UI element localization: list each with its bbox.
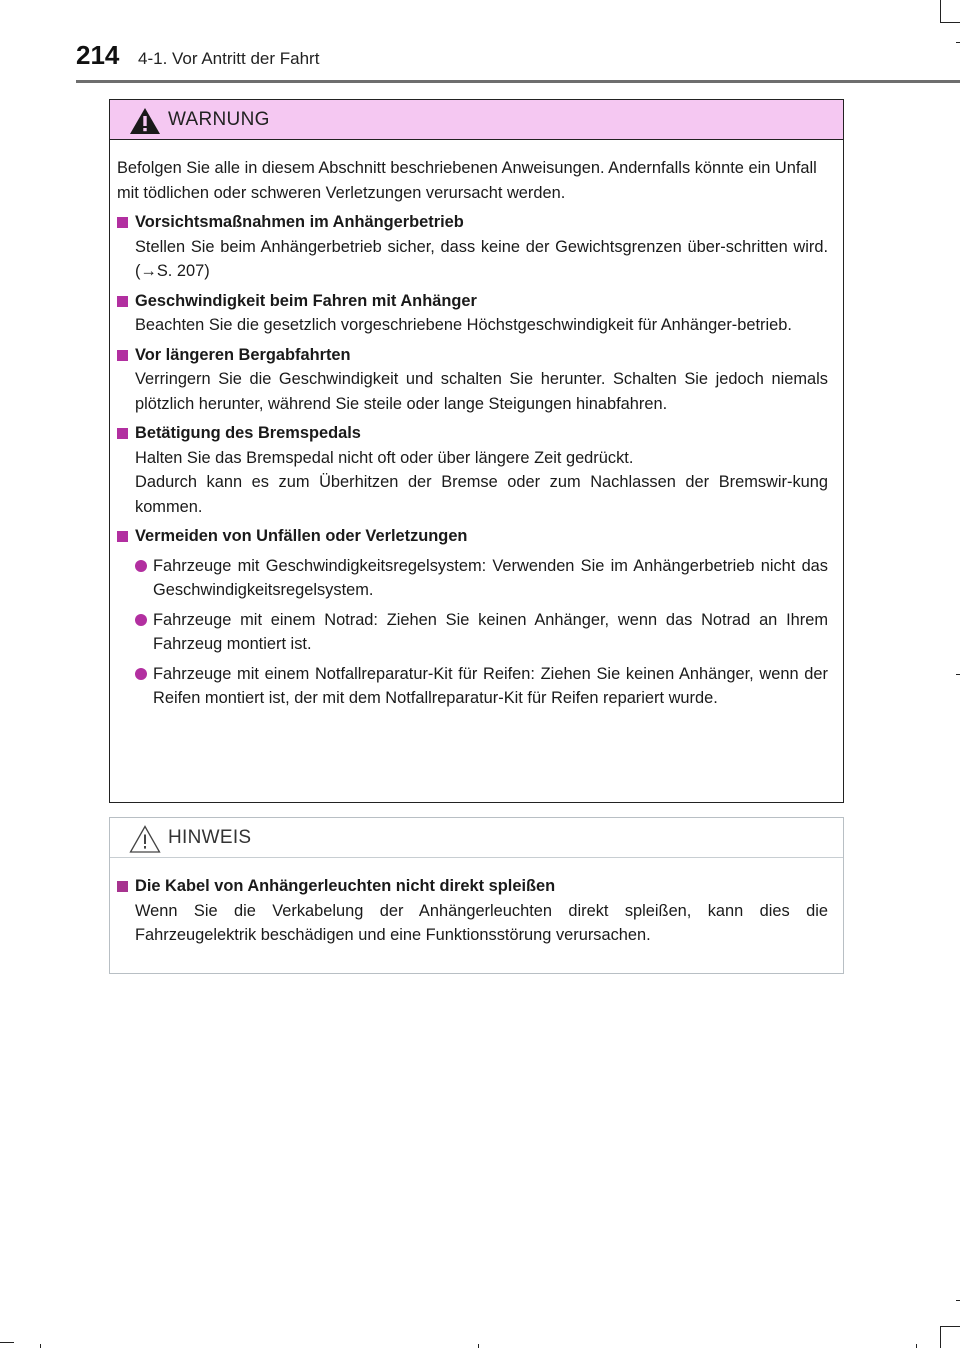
item-title: Die Kabel von Anhängerleuchten nicht direkt spleißen	[135, 877, 556, 895]
crop-mark	[40, 1344, 41, 1348]
warning-triangle-icon	[128, 106, 162, 136]
note-box	[109, 817, 844, 974]
crop-mark	[940, 1326, 941, 1348]
list-item: Fahrzeuge mit einem Notrad: Ziehen Sie keinen Anhänger, wenn das Notrad an Ihrem Fahrzeug montiert ist.	[135, 608, 828, 657]
item-text: Wenn Sie die Verkabelung der Anhängerleuchten direkt spleißen, kann dies die Fahrzeugelektrik beschädigen und eine Funktionsstörung verursachen.	[135, 901, 828, 944]
crop-mark	[940, 22, 960, 23]
item-title: Vorsichtsmaßnahmen im Anhängerbetrieb	[135, 213, 464, 231]
item-text: Beachten Sie die gesetzlich vorgeschriebene Höchstgeschwindigkeit für Anhänger-betrieb.	[135, 316, 792, 334]
warning-item	[117, 343, 828, 417]
warning-box	[109, 99, 844, 803]
crop-mark	[0, 1342, 14, 1343]
round-bullet-icon	[135, 560, 147, 572]
crop-mark	[956, 1300, 960, 1301]
warning-item	[117, 289, 828, 338]
crop-mark	[956, 42, 960, 43]
square-bullet-icon	[117, 296, 128, 307]
list-item: Fahrzeuge mit Geschwindigkeitsregelsystem: Verwenden Sie im Anhängerbetrieb nicht das Geschwindigkeitsregelsystem.	[135, 554, 828, 603]
item-title: Vor längeren Bergabfahrten	[135, 345, 351, 364]
header-rule	[76, 80, 960, 83]
item-text: Halten Sie das Bremspedal nicht oft oder über längere Zeit gedrückt.	[135, 448, 634, 467]
warning-body	[110, 140, 843, 711]
item-title: Vermeiden von Unfällen oder Verletzungen	[135, 527, 468, 545]
square-bullet-icon	[117, 428, 128, 439]
note-header	[110, 818, 843, 858]
item-title: Geschwindigkeit beim Fahren mit Anhänger	[135, 291, 477, 310]
square-bullet-icon	[117, 881, 128, 892]
item-title: Betätigung des Bremspedals	[135, 424, 361, 442]
square-bullet-icon	[117, 531, 128, 542]
warning-header	[110, 100, 843, 140]
item-text: Stellen Sie beim Anhängerbetrieb sicher, dass keine der Gewichtsgrenzen über-schritten wird. (→S. 207)	[135, 237, 828, 280]
page-header	[0, 0, 960, 82]
crop-mark	[956, 674, 960, 675]
caution-triangle-icon	[128, 824, 162, 854]
bullet-list	[117, 554, 828, 711]
warning-item	[117, 421, 828, 519]
note-item	[117, 874, 828, 948]
warning-item	[117, 524, 828, 711]
page-number: 214	[76, 40, 120, 70]
square-bullet-icon	[117, 350, 128, 361]
square-bullet-icon	[117, 217, 128, 228]
crop-mark	[940, 1326, 960, 1327]
round-bullet-icon	[135, 614, 147, 626]
crop-mark	[478, 1344, 479, 1348]
note-title: HINWEIS	[168, 827, 252, 848]
crop-mark	[940, 0, 941, 22]
item-text: Dadurch kann es zum Überhitzen der Bremse oder zum Nachlassen der Bremswir-kung kommen.	[135, 473, 828, 516]
section-title: 4-1. Vor Antritt der Fahrt	[138, 49, 320, 68]
warning-title: WARNUNG	[168, 109, 270, 130]
note-body	[110, 858, 843, 948]
list-item: Fahrzeuge mit einem Notfallreparatur-Kit für Reifen: Ziehen Sie keinen Anhänger, wenn der Reifen montiert ist, der mit dem Notfallreparatur-Kit für Reifen repariert wurde.	[135, 662, 828, 711]
crop-mark	[916, 1344, 917, 1348]
warning-item	[117, 210, 828, 284]
round-bullet-icon	[135, 668, 147, 680]
warning-intro: Befolgen Sie alle in diesem Abschnitt beschriebenen Anweisungen. Andernfalls könnte ein Unfall mit tödlichen oder schweren Verletzungen verursacht werden.	[117, 159, 817, 202]
item-text: Verringern Sie die Geschwindigkeit und schalten Sie herunter. Schalten Sie jedoch niemals plötzlich herunter, während Sie steile oder lange Steigungen hinabfahren.	[135, 370, 828, 413]
